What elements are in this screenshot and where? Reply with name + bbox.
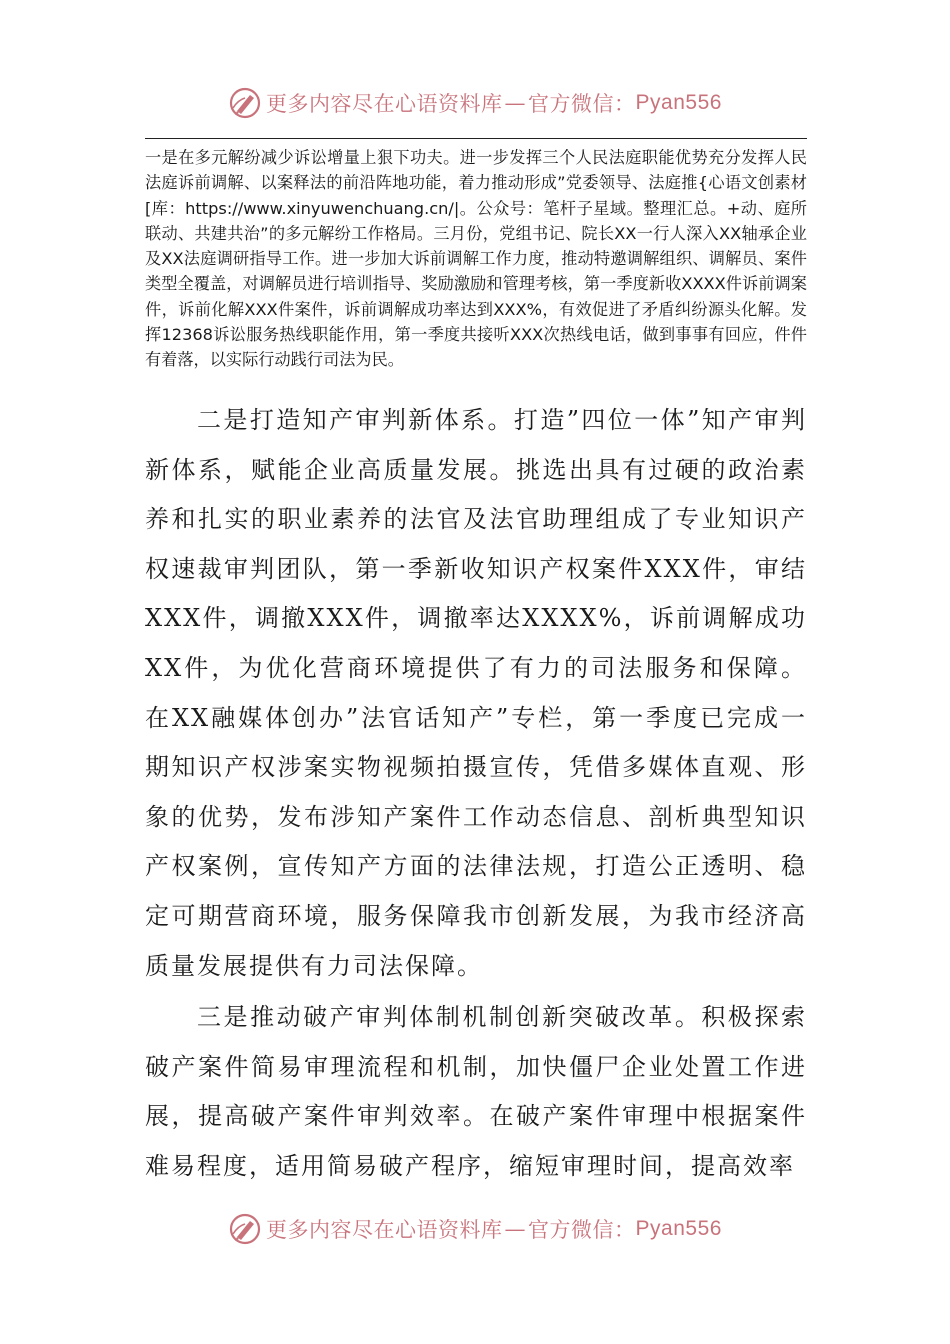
pen-logo-icon xyxy=(228,1212,262,1246)
banner-wechat-label: 官方微信： xyxy=(528,1218,636,1242)
banner-text: 更多内容尽在心语资料库 xyxy=(266,92,503,116)
paragraph-2: 二是打造知产审判新体系。打造”四位一体”知产审判新体系，赋能企业高质量发展。挑选出具有过硬的政治素养和扎实的职业素养的法官及法官助理组成了专业知识产权速裁审判团队，第一季新收知识产权案件XXX件，审结XXX件，调撤XXX件，调撤率达XXXX%，诉前调解成功XX件，为优化营商环境提供了有力的司法服务和保障。在XX融媒体创办”法官话知产”专栏，第一季度已完成一期知识产权涉案实物视频拍摄宣传，凭借多媒体直观、形象的优势，发布涉知产案件工作动态信息、剖析典型知识产权案例，宣传知产方面的法律法规，打造公正透明、稳定可期营商环境，服务保障我市创新发展，为我市经济高质量发展提供有力司法保障。 xyxy=(145,406,807,980)
banner-wechat-id: Pyan556 xyxy=(635,91,722,114)
paragraph-1: 一是在多元解纷减少诉讼增量上狠下功夫。进一步发挥三个人民法庭职能优势充分发挥人民法庭诉前调解、以案释法的前沿阵地功能，着力推动形成”党委领导、法庭推{心语文创素材[库：https://www.xinyuwenchuang.cn/|。公众号：笔杆子星域。整理汇总。+动、庭所联动、共建共治”的多元解纷工作格局。三月份，党组书记、院长XX一行人深入XX轴承企业及XX法庭调研指导工作。进一步加大诉前调解工作力度，推动特邀调解组织、调解员、案件类型全覆盖，对调解员进行培训指导、奖励激励和管理考核，第一季度新收XXXX件诉前调案件，诉前化解XXX件案件，诉前调解成功率达到XXX%，有效促进了矛盾纠纷源头化解。发挥12368诉讼服务热线职能作用，第一季度共接听XXX次热线电话，做到事事有回应，件件有着落，以实际行动践行司法为民。 xyxy=(145,148,807,370)
header-rule xyxy=(145,138,807,139)
banner-wechat-label: 官方微信： xyxy=(528,92,636,116)
header-banner xyxy=(0,86,950,120)
banner-separator: — xyxy=(504,91,527,115)
banner-wechat-id: Pyan556 xyxy=(635,1217,722,1240)
footer-banner xyxy=(0,1212,950,1246)
banner-separator: — xyxy=(504,1217,527,1241)
banner-text: 更多内容尽在心语资料库 xyxy=(266,1218,503,1242)
pen-logo-icon xyxy=(228,86,262,120)
paragraph-3: 三是推动破产审判体制机制创新突破改革。积极探索破产案件简易审理流程和机制，加快僵尸企业处置工作进展，提高破产案件审判效率。在破产案件审理中根据案件难易程度，适用简易破产程序，缩短审理时间，提高效率 xyxy=(145,1003,807,1180)
